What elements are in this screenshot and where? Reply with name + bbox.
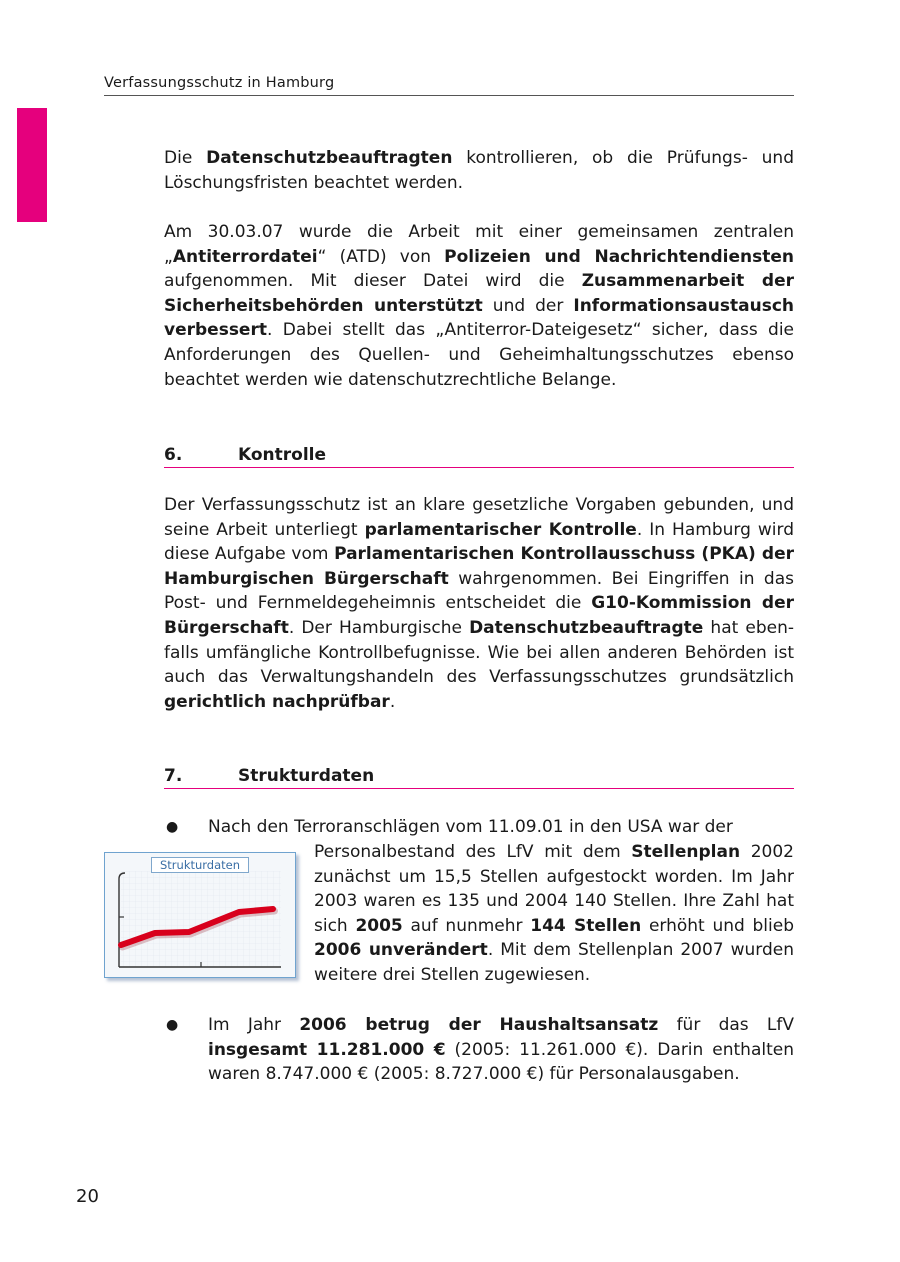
section-6-number: 6. — [164, 445, 183, 465]
text-run: wahrgenommen. Bei Eingriffen in das Post- und Fernmeldegeheimnis entscheidet die — [164, 568, 794, 614]
text-run: erhöht und blieb — [641, 915, 795, 936]
paragraph-antiterrordatei — [164, 220, 794, 392]
emphasis-text: G10-Kommission der Bürgerschaft — [164, 593, 794, 638]
text-run: aufgenommen. Mit dieser Datei wird die — [164, 271, 582, 292]
text-run: . Mit dem Stellenplan 2007 wurden weitere drei Stellen zugewiesen. — [314, 940, 795, 985]
emphasis-text: 2006 unverändert — [314, 940, 488, 961]
text-run: hat ebenfalls umfängliche Kontrollbefugnisse. Wie bei allen anderen Behörden ist auch das Verwaltungshandeln des Verfassungsschutzes grundsätzlich — [164, 617, 795, 688]
text-run: Personalbestand des LfV mit dem — [314, 842, 632, 862]
section-7-heading — [164, 765, 794, 789]
emphasis-text: Informationsaustausch verbessert — [164, 295, 794, 341]
text-run: Am 30.03.07 wurde die Arbeit mit einer gemeinsamen zentralen „ — [164, 222, 794, 267]
page-number: 20 — [76, 1186, 99, 1207]
bullet-1-dot: ● — [166, 819, 179, 835]
emphasis-text: 144 Stellen — [530, 915, 642, 936]
text-run: kontrollieren, ob die Prüfungs- und Löschungsfristen beachtet werden. — [164, 148, 794, 193]
paragraph-datenschutz — [164, 146, 794, 195]
text-run: Im Jahr — [208, 1015, 300, 1035]
section-7-number: 7. — [164, 766, 183, 786]
emphasis-text: gerichtlich nachprüfbar — [164, 691, 390, 712]
section-7-title: Strukturdaten — [238, 766, 375, 786]
emphasis-text: 2006 betrug der Haushaltsansatz — [299, 1015, 659, 1035]
text-run: . In Hamburg wird diese Aufgabe vom — [164, 519, 794, 565]
running-header — [104, 75, 794, 96]
text-run: . Der Hamburgische — [288, 617, 470, 638]
emphasis-text: insgesamt 11.281.000 € — [208, 1039, 446, 1060]
text-run: auf nunmehr — [402, 915, 531, 936]
paragraph-kontrolle — [164, 493, 794, 714]
strukturdaten-chart-image — [104, 852, 296, 978]
emphasis-text: parlamentarischer Kontrolle — [364, 519, 637, 540]
text-run: und der — [482, 295, 574, 316]
bullet-2-text — [208, 1013, 794, 1087]
text-run: 2002 zunächst um 15,5 Stellen aufgestockt worden. Im Jahr 2003 waren es 135 und 2004 140 Stellen. Ihre Zahl hat sich — [314, 842, 794, 936]
text-run: . — [389, 691, 396, 712]
emphasis-text: Parlamentarischen Kontrollausschuss (PKA) der Hamburgischen Bürgerschaft — [164, 544, 794, 589]
text-run: . Dabei stellt das „Antiterror-Dateigesetz“ sicher, dass die Anforderungen des Quellen- und Geheimhaltungsschutzes ebenso beachtet werden wie datenschutzrechtliche Belange. — [164, 320, 794, 390]
chart-label: Strukturdaten — [151, 857, 249, 873]
emphasis-text: 2005 — [355, 915, 403, 936]
chart-background — [121, 871, 281, 967]
bullet-1-first-line: Nach den Terroranschlägen vom 11.09.01 in den USA war der — [208, 817, 733, 837]
emphasis-text: Zusammenarbeit der Sicherheitsbehörden unterstützt — [164, 271, 794, 316]
text-run: (2005: 11.261.000 €). Darin enthalten waren 8.747.000 € (2005: 8.727.000 €) für Personalausgaben. — [208, 1039, 795, 1085]
emphasis-text: Polizeien und Nachrichtendiensten — [444, 246, 794, 267]
emphasis-text: Antiterrordatei — [172, 246, 318, 267]
emphasis-text: Stellenplan — [631, 842, 741, 862]
bullet-2-dot: ● — [166, 1017, 179, 1033]
emphasis-text: Datenschutzbeauftragte — [469, 617, 704, 638]
text-run: Die — [164, 148, 207, 168]
chapter-marker — [17, 108, 47, 222]
section-6-heading — [164, 444, 794, 468]
running-title: Verfassungsschutz in Hamburg — [104, 75, 335, 91]
bullet-1-text — [314, 840, 794, 988]
section-6-title: Kontrolle — [238, 445, 327, 465]
text-run: “ (ATD) von — [317, 246, 445, 267]
text-run: für das LfV — [658, 1015, 794, 1035]
text-run: Der Verfassungsschutz ist an klare gesetzliche Vorgaben gebunden, und seine Arbeit unterliegt — [164, 495, 794, 540]
emphasis-text: Datenschutzbeauftragten — [206, 148, 453, 168]
